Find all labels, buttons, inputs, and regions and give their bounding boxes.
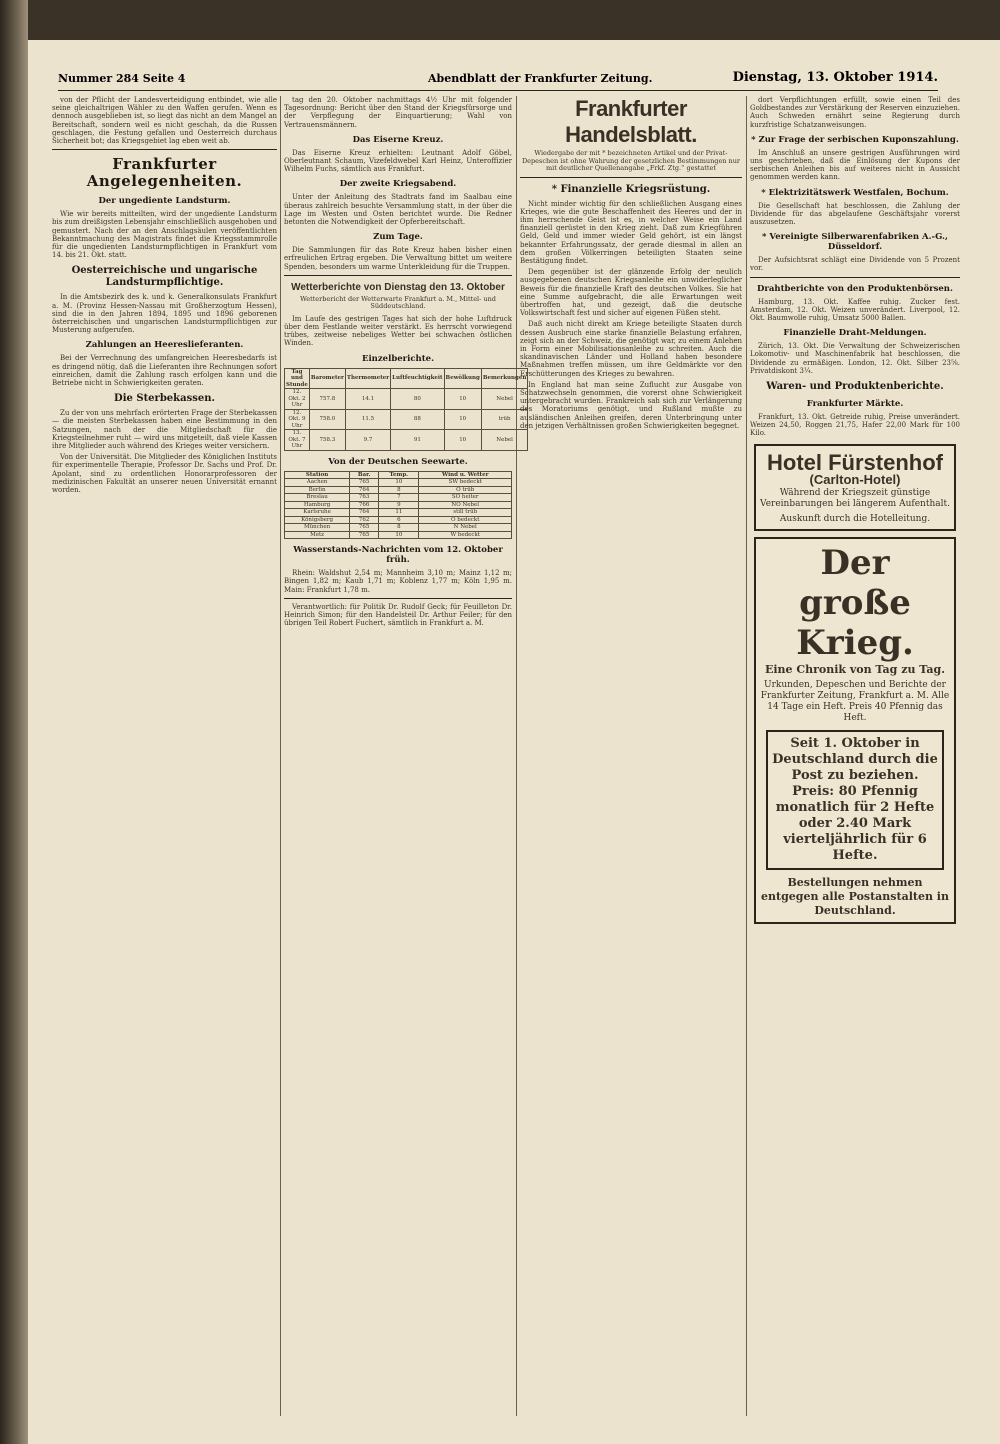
table-cell: Aachen — [285, 479, 350, 487]
ad-title: Der große Krieg. — [796, 542, 914, 663]
article-text: Wie wir bereits mitteilten, wird der ungediente Landsturm bis zum dreißigsten Lebensjahr einschließlich ausgehoben und gemustert. Nach der an den Anschlagsäulen veröffentlichten Bekanntmachung des Magistrats findet die Kriegsstammrolle für die ungedienten Landsturmpflichtigen in Frankfurt vom 14. bis 21. Okt. statt. — [52, 210, 277, 260]
table-cell: O trüb — [419, 486, 512, 494]
table-row — [285, 430, 528, 451]
article-text: Frankfurt, 13. Okt. Getreide ruhig, Preise unverändert. Weizen 24,50, Roggen 21,75, Hafer 22,00 Mark für 100 Kilo. — [750, 413, 960, 438]
table-cell: 11 — [379, 509, 419, 517]
weather-table — [284, 368, 528, 451]
article-title: Der ungediente Landsturm. — [98, 196, 231, 207]
article-text: Der Aufsichtsrat schlägt eine Dividende von 5 Prozent vor. — [750, 256, 960, 273]
article-text: Die Sammlungen für das Rote Kreuz haben bisher einen erfreulichen Ertrag ergeben. Die Verwaltung bittet um weitere Spenden, besonders um warme Unterkleidung für die Truppen. — [284, 246, 512, 271]
article-text: In England hat man seine Zuflucht zur Ausgabe von Schatzwechseln genommen, die vorerst ohne Schwierigkeit untergebracht wurden. Frankreich sah sich zur Verlängerung des Moratoriums genötigt, und Rußland mußte zu ausländischen Anleihen greifen, deren Unterbringung unter den jetzigen Verhältnissen großen Schwierigkeiten begegnet. — [520, 380, 742, 430]
table-row — [285, 509, 512, 517]
table-cell: NO Nebel — [419, 501, 512, 509]
article-text: von der Pflicht der Landesverteidigung entbindet, wie alle seine gleichaltrigen Wähler zu den Waffen gerufen. Wenn es dennoch ausgeblieben ist, so liegt das nicht an dem Mangel an Bereitschaft, sondern weil es nicht geschah, da die Russen geschlagen, die Festung gefallen und Oesterreich durchaus Sicherheit bot; das Kriegsgebiet lag eben weit ab. — [52, 96, 277, 146]
article-title: Das Eiserne Kreuz. — [352, 134, 444, 145]
table-cell: 8 — [379, 524, 419, 532]
table-cell: 10 — [379, 531, 419, 539]
page-header — [58, 68, 938, 91]
article-title: Oesterreichische und ungarische Landsturmpflichtige. — [71, 265, 258, 289]
divider — [520, 177, 742, 178]
table-header: Tag und Stunde — [286, 368, 308, 388]
table-header: Bar. — [350, 471, 379, 479]
table-header-row — [285, 368, 528, 389]
ad-text: Während der Kriegszeit günstige Vereinbarungen bei längerem Aufenthalt. — [760, 487, 950, 509]
article-text: Die Gesellschaft hat beschlossen, die Zahlung der Dividende für das abgelaufene Geschäftsjahr vorerst auszusetzen. — [750, 201, 960, 227]
divider — [52, 149, 277, 150]
article-text: Zürich, 13. Okt. Die Verwaltung der Schweizerischen Lokomotiv- und Maschinenfabrik hat beschlossen, die Dividende zu ermäßigen. London, 12. Okt. Silber 23⅝. Privatdiskont 3¼. — [750, 342, 960, 375]
article-title: Finanzielle Draht-Meldungen. — [783, 328, 927, 339]
table-cell: 6 — [379, 516, 419, 524]
table-cell: 757.8 — [309, 389, 345, 410]
book-spine — [0, 0, 28, 1444]
table-cell: 7 — [379, 494, 419, 502]
table-row — [285, 501, 512, 509]
table-title: Einzelberichte. — [361, 353, 435, 364]
column-2 — [284, 96, 527, 1436]
table-cell: 10 — [444, 409, 481, 430]
table-row — [285, 516, 512, 524]
table-cell: 9 — [379, 501, 419, 509]
table-header: Bemerkungen — [481, 368, 528, 389]
article-text: Dem gegenüber ist der glänzende Erfolg der neulich ausgegebenen deutschen Kriegsanleihe ein unwiderleglicher Beweis für die finanzielle Kraft des deutschen Volkes. Sie hat eine Summe aufgebracht, die alle Erwartungen weit übertroffen hat, und gezeigt, daß die deutsche Volkswirtschaft fest und sicher auf eigenen Füßen steht. — [520, 268, 742, 318]
table-cell: Karlsruhe — [285, 509, 350, 517]
table-row — [285, 479, 512, 487]
table-row — [285, 524, 512, 532]
ad-title: Hotel Fürstenhof — [767, 449, 943, 475]
table-cell: 14.1 — [345, 389, 390, 410]
ad-subtitle: Eine Chronik von Tag zu Tag. — [764, 662, 946, 676]
column-rule — [516, 96, 517, 1416]
column-rule — [746, 96, 747, 1416]
article-title: * Finanzielle Kriegsrüstung. — [551, 183, 711, 195]
table-header-row — [285, 471, 512, 479]
table-cell: O bedeckt — [419, 516, 512, 524]
table-row — [285, 494, 512, 502]
table-cell: 763 — [350, 494, 379, 502]
article-subtitle: Frankfurter Märkte. — [806, 399, 904, 410]
article-text: Nicht minder wichtig für den schließlichen Ausgang eines Krieges, wie die gute Beschaffenheit des Heeres und der in ihm herrschende Geist ist es, in welcher Weise ein Land finanziell gerüstet in den Krieg zieht. Daß zum Kriegführen Geld, Geld und immer wieder Geld gehört, ist ein längst bekannter Erfahrungssatz, der gerade diesmal in allen an dem großen Völkerringen beteiligten Staaten seine Bestätigung findet. — [520, 199, 742, 265]
table-header: Station — [285, 471, 350, 479]
column-rule — [280, 96, 281, 1416]
article-title: * Vereinigte Silberwarenfabriken A.-G., Düsseldorf. — [762, 232, 948, 253]
table-cell: 13. Okt. 7 Uhr — [285, 430, 310, 451]
article-title: * Elektrizitätswerk Westfalen, Bochum. — [761, 187, 949, 198]
table-cell: 764 — [350, 509, 379, 517]
article-title: Die Sterbekassen. — [114, 393, 215, 405]
article-title: Drahtberichte von den Produktenbörsen. — [757, 283, 953, 294]
divider — [284, 275, 512, 276]
article-text: Bei der Verrechnung des umfangreichen Heeresbedarfs ist es dringend nötig, daß die Lieferanten ihre Rechnungen sofort einreichen, damit die Zahlung rasch erfolgen kann und die Betriebe nicht in Schwierigkeiten geraten. — [52, 354, 277, 388]
table-cell: 12. Okt. 9 Uhr — [285, 409, 310, 430]
table-cell: 91 — [391, 430, 444, 451]
issue-number: Nummer 284 Seite 4 — [58, 72, 186, 85]
table-title: Von der Deutschen Seewarte. — [328, 456, 468, 467]
divider — [750, 277, 960, 278]
table-cell: Königsberg — [285, 516, 350, 524]
table-cell: 758.0 — [309, 409, 345, 430]
weather-subtitle: Wetterbericht der Wetterwarte Frankfurt a. M., Mittel- und Süddeutschland. — [300, 294, 496, 311]
paper-title: Abendblatt der Frankfurter Zeitung. — [428, 72, 653, 85]
table-cell: SO heiter — [419, 494, 512, 502]
table-cell: 8 — [379, 486, 419, 494]
article-text: Rhein: Waldshut 2,54 m; Mannheim 3,10 m; Mainz 1,12 m; Bingen 1,82 m; Kaub 1,71 m; Koblenz 1,77 m; Köln 1,95 m. Main: Frankfurt 1,78 m. — [284, 569, 512, 594]
table-row — [285, 409, 528, 430]
table-header: Luftfeuchtigkeit — [391, 368, 444, 389]
article-text: Hamburg, 13. Okt. Kaffee ruhig. Zucker fest. Amsterdam, 12. Okt. Weizen unverändert. Liverpool, 12. Okt. Baumwolle ruhig, Umsatz 5000 Ballen. — [750, 297, 960, 323]
section-subtitle: Wiedergabe der mit * bezeichneten Artikel und der Privat-Depeschen ist ohne Wahrung der gesetzlichen Bestimmungen nur mit deutlicher Quellenangabe „Frkf. Ztg.“ gestattet — [521, 149, 741, 172]
table-cell: Metz — [285, 531, 350, 539]
article-text: Unter der Anleitung des Stadtrats fand im Saalbau eine überaus zahlreich besuchte Versammlung statt, in der über die Lage im Westen und Osten berichtet wurde. Die Redner betonten die Notwendigkeit der Opferbereitschaft. — [284, 193, 512, 227]
ad-text: Urkunden, Depeschen und Berichte der Frankfurter Zeitung, Frankfurt a. M. Alle 14 Tage ein Heft. Preis 40 Pfennig das Heft. — [760, 679, 950, 723]
weather-title: Wetterberichte von Dienstag den 13. Oktober — [291, 281, 505, 293]
table-cell: Berlin — [285, 486, 350, 494]
table-cell: 10 — [444, 389, 481, 410]
table-row — [285, 486, 512, 494]
table-header: Bewölkung — [444, 368, 481, 389]
divider — [284, 598, 512, 599]
ad-footer: Auskunft durch die Hotelleitung. — [779, 513, 931, 524]
table-cell: 758.3 — [309, 430, 345, 451]
table-row — [285, 389, 528, 410]
table-cell: Breslau — [285, 494, 350, 502]
table-cell: 10 — [379, 479, 419, 487]
table-cell: Nebel — [481, 389, 528, 410]
ad-subtitle: (Carlton-Hotel) — [809, 471, 901, 487]
station-table — [284, 471, 512, 540]
article-text: tag den 20. Oktober nachmittags 4½ Uhr mit folgender Tagesordnung: Bericht über den Stand der Kriegsfürsorge und der Verpflegung der Einquartierung; Wahl von Vertrauensmännern. — [284, 96, 512, 129]
article-title: Zum Tage. — [373, 232, 423, 243]
article-title: Der zweite Kriegsabend. — [339, 179, 457, 190]
table-cell: 12. Okt. 2 Uhr — [285, 389, 310, 410]
article-text: Zu der von uns mehrfach erörterten Frage der Sterbekassen — die meisten Sterbekassen haben eine Bestimmung in den Satzungen, nach der die Mitgliedschaft für die Kriegsteilnehmer ruht — wird uns mitgeteilt, daß viele Kassen ihre Mitglieder auch während des Krieges weiter versichern. — [52, 409, 277, 451]
article-title: * Zur Frage der serbischen Kuponszahlung. — [751, 134, 959, 145]
table-cell: still trüb — [419, 509, 512, 517]
table-cell: 766 — [350, 501, 379, 509]
table-cell: N Nebel — [419, 524, 512, 532]
imprint-text: Verantwortlich: für Politik Dr. Rudolf Geck; für Feuilleton Dr. Heinrich Simon; für den Handelsteil Dr. Arthur Feiler; für den übrigen Teil Robert Fuchert, sämtlich in Frankfurt a. M. — [284, 602, 512, 628]
table-cell: trüb — [481, 409, 528, 430]
table-header: Wind u. Wetter — [419, 471, 512, 479]
column-3 — [520, 96, 742, 1436]
price-box: Seit 1. Oktober in Deutschland durch die Post zu beziehen. Preis: 80 Pfennig monatlich für 2 Hefte oder 2.40 Mark vierteljährlich für 6 Hefte. — [766, 730, 944, 870]
table-cell: 764 — [350, 486, 379, 494]
article-text: dort Verpflichtungen erfüllt, sowie einen Teil des Goldbestandes zur Verstärkung der Reserven einzuziehen. Auch Schweden ernährt seine Regierung durch kurzfristige Schatzanweisungen. — [750, 96, 960, 129]
table-cell: 762 — [350, 516, 379, 524]
table-header: Barometer — [309, 368, 345, 389]
table-cell: 765 — [350, 479, 379, 487]
table-cell: 80 — [391, 389, 444, 410]
article-text: Von der Universität. Die Mitglieder des Königlichen Instituts für experimentelle Therapie, Professor Dr. Sachs und Prof. Dr. Apolant, sind zu ordentlichen Honorarprofessoren der medizinischen Fakultät an unserer neuen Universität ernannt worden. — [52, 453, 277, 495]
table-cell: Nebel — [481, 430, 528, 451]
table-cell: 11.5 — [345, 409, 390, 430]
article-text: Im Anschluß an unsere gestrigen Ausführungen wird uns geschrieben, daß die Einlösung der Kupons der serbischen Anleihen bis auf weiteres nicht in Aussicht genommen werden kann. — [750, 148, 960, 182]
book-advertisement — [754, 537, 956, 924]
issue-date: Dienstag, 13. Oktober 1914. — [732, 70, 938, 85]
table-cell: 88 — [391, 409, 444, 430]
weather-text: Im Laufe des gestrigen Tages hat sich der hohe Luftdruck über dem Festlande weiter verstärkt. Es herrscht vorwiegend trübes, zeitweise nebeliges Wetter bei schwachen östlichen Winden. — [284, 314, 512, 348]
hotel-advertisement — [754, 444, 956, 531]
section-title: Frankfurter Angelegenheiten. — [86, 155, 243, 191]
article-title: Zahlungen an Heereslieferanten. — [85, 340, 244, 351]
table-cell: 765 — [350, 531, 379, 539]
table-header: Thermometer — [345, 368, 390, 389]
table-cell: SW bedeckt — [419, 479, 512, 487]
table-cell: 9.7 — [345, 430, 390, 451]
article-text: Daß auch nicht direkt am Kriege beteiligte Staaten durch dessen Ausbruch eine starke finanzielle Belastung erfahren, zeigt sich an der Schweiz, die genötigt war, zu einem Anlehen in Form einer Mobilisationsanleihe zu schreiten. Auch die skandinavischen Länder und Holland haben besondere Maßnahmen treffen müssen, um ihre Geldmärkte vor den Erschütterungen des Krieges zu bewahren. — [520, 320, 742, 378]
column-1 — [52, 96, 277, 1436]
ad-footer: Bestellungen nehmen entgegen alle Postanstalten in Deutschland. — [761, 875, 949, 917]
table-header: Temp. — [379, 471, 419, 479]
column-4 — [750, 96, 960, 1436]
article-text: Das Eiserne Kreuz erhielten: Leutnant Adolf Göbel, Oberleutnant Schaum, Vizefeldwebel Karl Heinz, Unteroffizier Wilhelm Fuchs, sämtlich aus Frankfurt. — [284, 148, 512, 174]
table-cell: W bedeckt — [419, 531, 512, 539]
section-title: Frankfurter Handelsblatt. — [565, 96, 697, 147]
article-text: In die Amtsbezirk des k. und k. Generalkonsulats Frankfurt a. M. (Provinz Hessen-Nassau mit Großherzogtum Hessen), sind die in den Jahren 1894, 1895 und 1896 geborenen österreichischen und ungarischen Landsturmpflichtigen zur Musterung aufgerufen. — [52, 293, 277, 335]
article-title: Waren- und Produktenberichte. — [766, 381, 944, 393]
table-cell: 10 — [444, 430, 481, 451]
table-cell: 765 — [350, 524, 379, 532]
article-title: Wasserstands-Nachrichten vom 12. Oktober früh. — [293, 545, 503, 566]
table-cell: Hamburg — [285, 501, 350, 509]
table-row — [285, 531, 512, 539]
table-cell: München — [285, 524, 350, 532]
